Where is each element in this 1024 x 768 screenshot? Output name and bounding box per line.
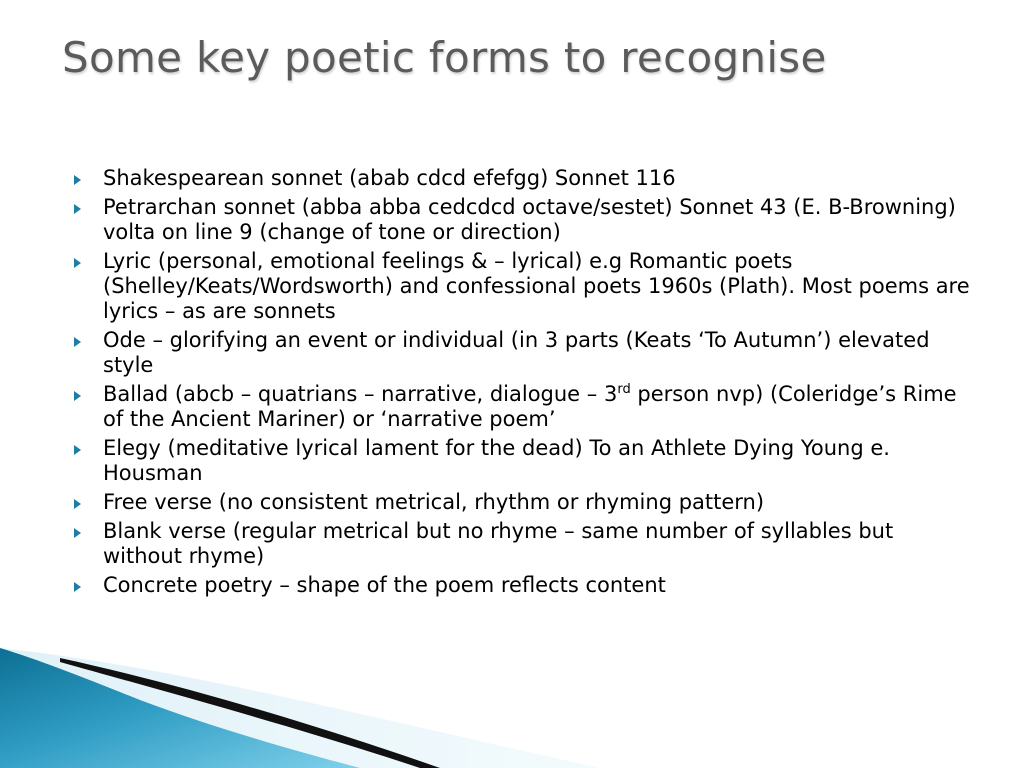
pale-swoosh: [0, 648, 600, 768]
ordinal-superscript: rd: [617, 382, 631, 397]
bullet-text: Lyric (personal, emotional feelings & – lyrical) e.g Romantic poets (Shelley/Keats/Wordsworth) and confessional poets 1960s (Plath). Most poems are lyrics – as are sonnets: [103, 249, 970, 323]
bullet-item-petrarchan-sonnet: [72, 195, 972, 245]
bullet-text: Blank verse (regular metrical but no rhyme – same number of syllables but without rhyme): [103, 519, 894, 568]
bullet-arrow-icon: [74, 391, 81, 401]
bullet-list: [72, 166, 972, 602]
bullet-arrow-icon: [74, 258, 81, 268]
bullet-text: Concrete poetry – shape of the poem reflects content: [103, 573, 666, 597]
bullet-arrow-icon: [74, 499, 81, 509]
bullet-item-free-verse: [72, 490, 972, 515]
bullet-text-after: person nvp) (Coleridge’s Rime of the Ancient Mariner) or ‘narrative poem’: [103, 382, 957, 431]
bullet-item-lyric: [72, 249, 972, 324]
bullet-item-elegy: [72, 436, 972, 486]
bullet-arrow-icon: [74, 204, 81, 214]
bullet-text: Elegy (meditative lyrical lament for the dead) To an Athlete Dying Young e. Housman: [103, 436, 890, 485]
bullet-item-ode: [72, 328, 972, 378]
bullet-arrow-icon: [74, 175, 81, 185]
slide-title: Some key poetic forms to recognise: [62, 33, 827, 82]
bullet-item-concrete-poetry: [72, 573, 972, 598]
blue-band: [0, 648, 360, 768]
bullet-text: Shakespearean sonnet (abab cdcd efefgg) Sonnet 116: [103, 166, 676, 190]
bullet-arrow-icon: [74, 337, 81, 347]
bullet-text: Petrarchan sonnet (abba abba cedcdcd octave/sestet) Sonnet 43 (E. B-Browning) volta on line 9 (change of tone or direction): [103, 195, 956, 244]
bullet-text-before: Ballad (abcb – quatrians – narrative, dialogue – 3: [103, 382, 618, 406]
bullet-text: Ode – glorifying an event or individual (in 3 parts (Keats ‘To Autumn’) elevated style: [103, 328, 930, 377]
bullet-arrow-icon: [74, 528, 81, 538]
black-stripe: [60, 658, 440, 768]
bullet-item-blank-verse: [72, 519, 972, 569]
bullet-item-ballad: [72, 382, 972, 432]
bullet-arrow-icon: [74, 445, 81, 455]
bullet-arrow-icon: [74, 582, 81, 592]
bullet-item-shakespearean-sonnet: [72, 166, 972, 191]
bullet-text: Free verse (no consistent metrical, rhythm or rhyming pattern): [103, 490, 765, 514]
